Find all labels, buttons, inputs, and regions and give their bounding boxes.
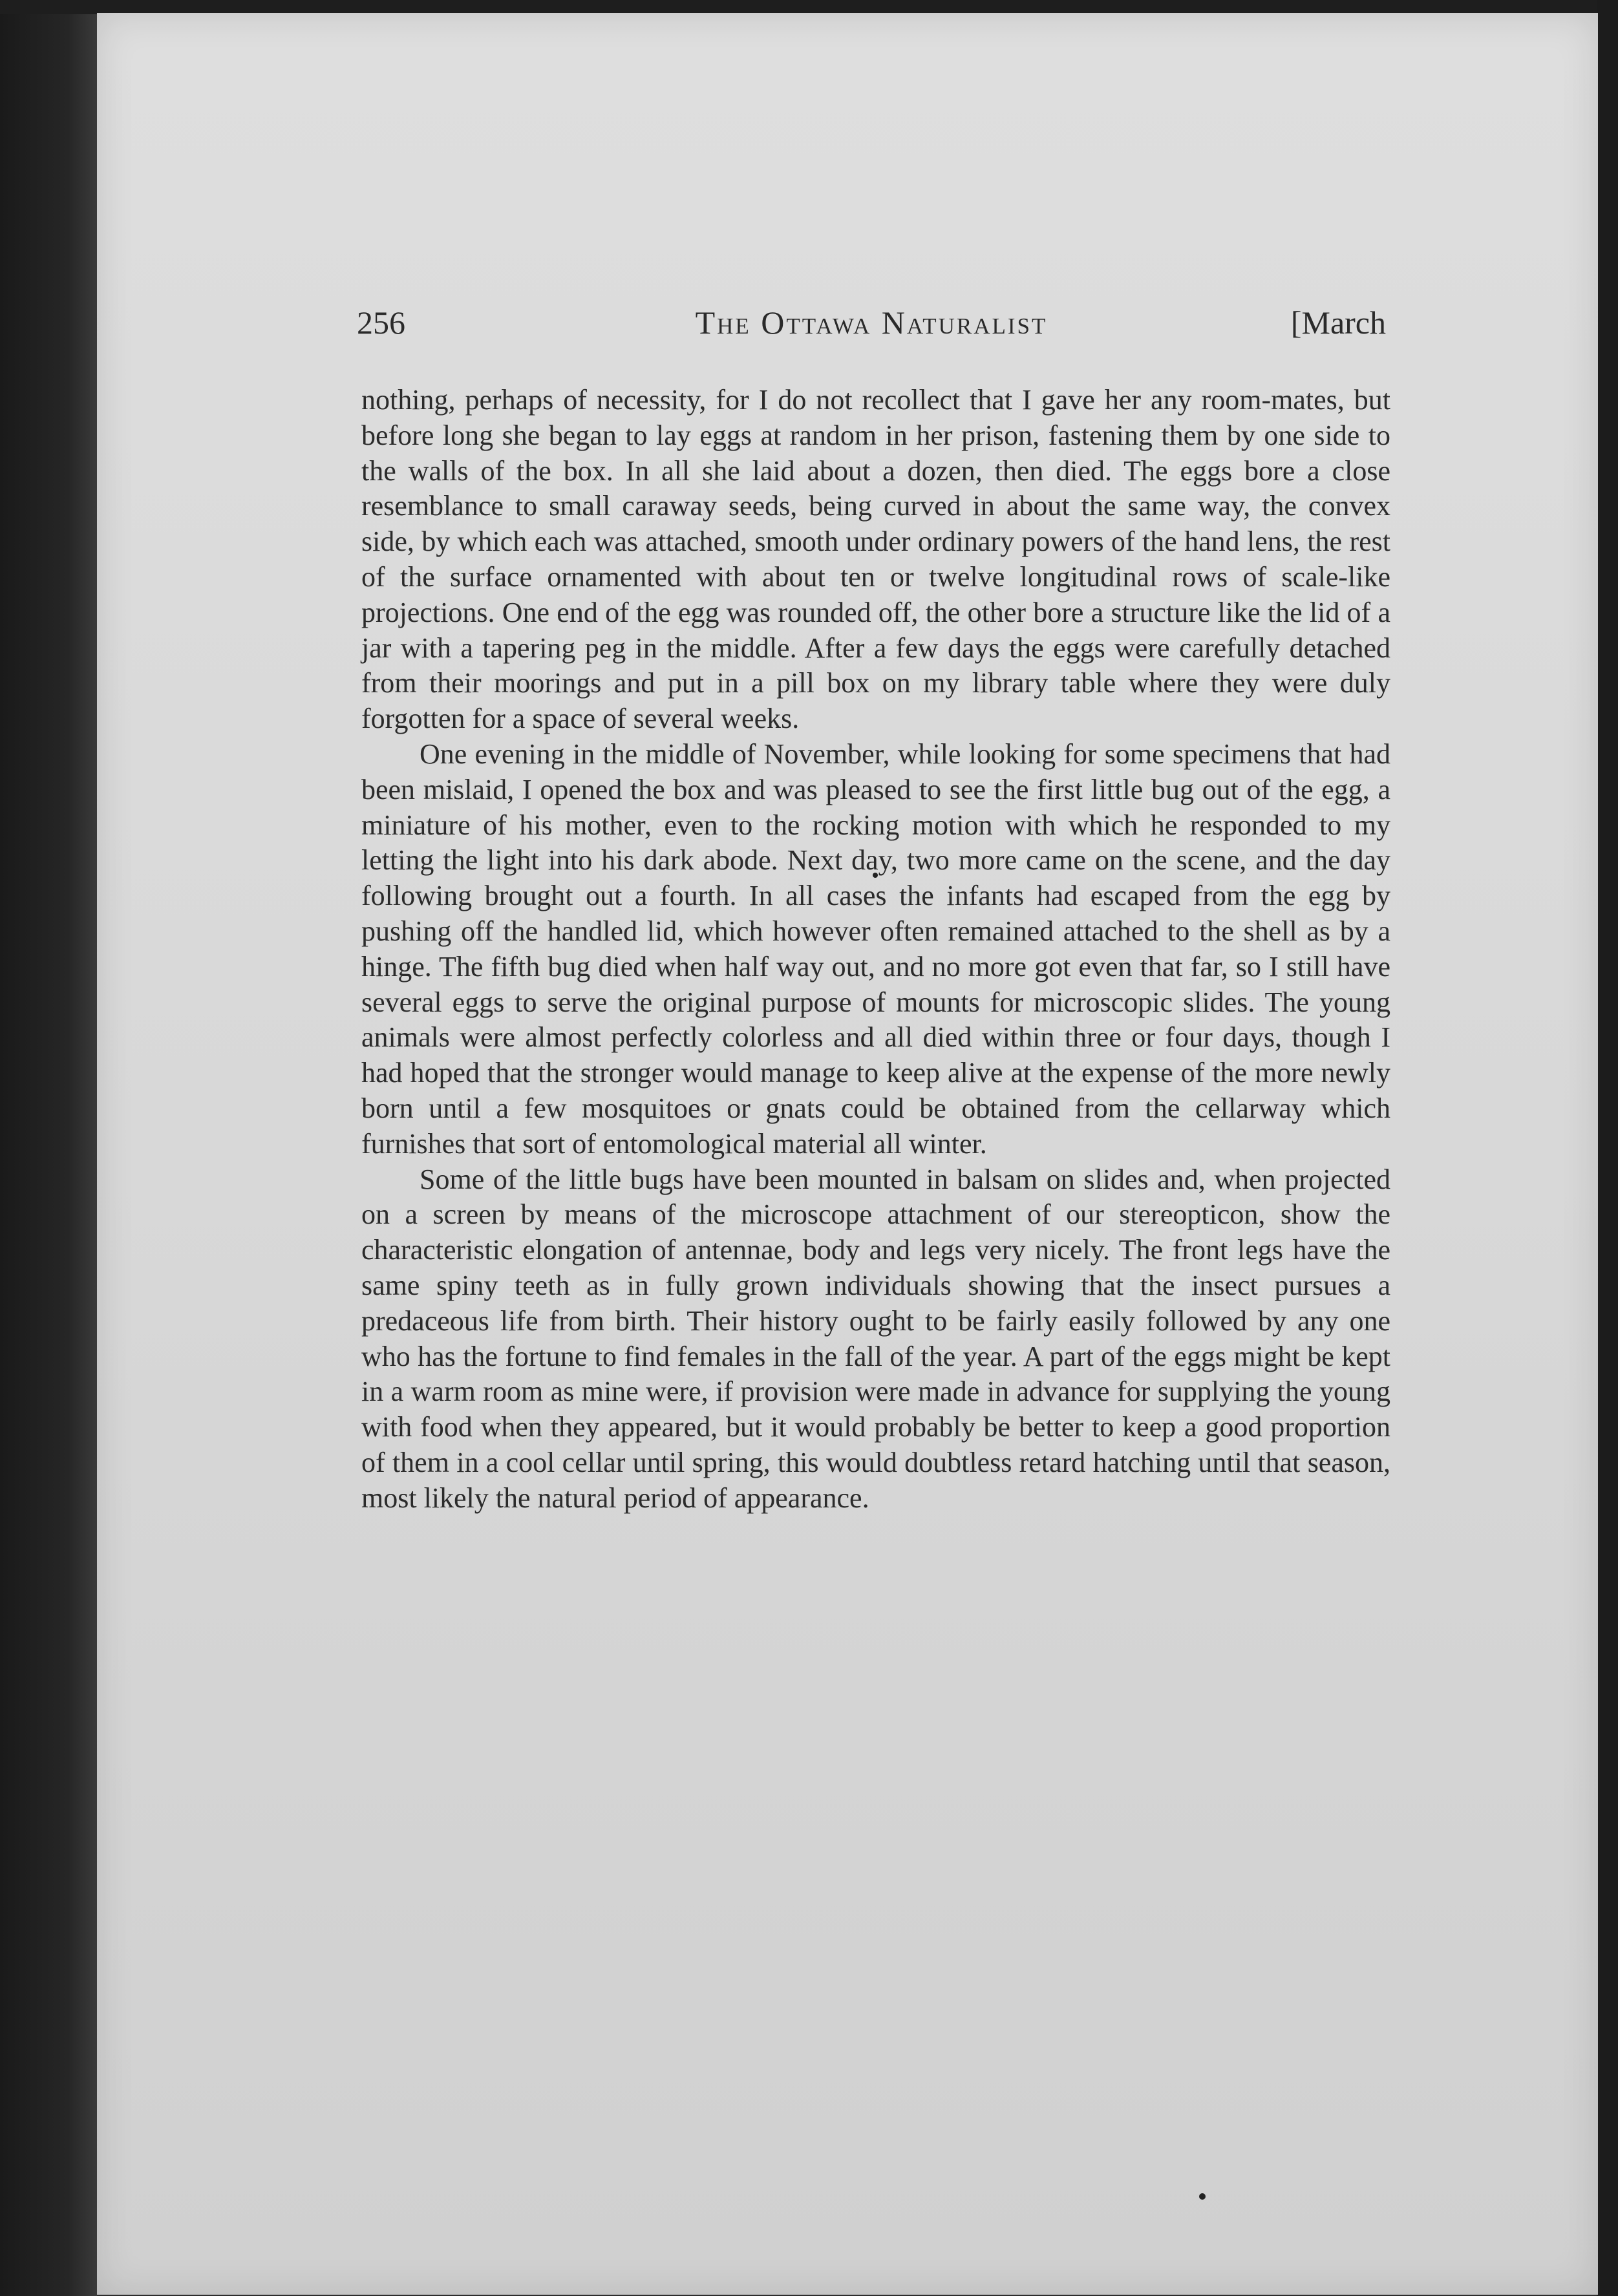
paragraph-1: nothing, perhaps of necessity, for I do not recollect that I gave her any room-mates, but before long she began to lay eggs at random in her prison, fastening them by one side to the walls of the box. In all she laid about a dozen, then died. The eggs bore a close resemblance to small caraway seeds, being curved in about the same way, the convex side, by which each was attached, smooth under ordinary powers of the hand lens, the rest of the surface ornamented with about ten or twelve longitudinal rows of scale-like projections. One end of the egg was rounded off, the other bore a structure like the lid of a jar with a tapering peg in the middle. After a few days the eggs were carefully detached from their moorings and put in a pill box on my library table where they were duly forgotten for a space of several weeks. — [361, 384, 1390, 735]
header-month: [March — [1290, 304, 1386, 341]
scan-left-border — [0, 0, 97, 2296]
running-title: The Ottawa Naturalist — [695, 304, 1048, 341]
paragraph-3: Some of the little bugs have been mounted in balsam on slides and, when projected on a screen by means of the microscope attachment of our stereopticon, show the characteristic elongation of antennae, body and legs very nicely. The front legs have the same spiny teeth as in fully grown individuals showing that the insect pursues a predaceous life from birth. Their history ought to be fairly easily followed by any one who has the fortune to find females in the fall of the year. A part of the eggs might be kept in a warm room as mine were, if provision were made in advance for supplying the young with food when they appeared, but it would probably be better to keep a good proportion of them in a cool cellar until spring, this would doubtless retard hatching until that season, most likely the natural period of appearance. — [361, 1163, 1390, 1514]
page-number: 256 — [357, 304, 405, 341]
speck — [1199, 2193, 1206, 2200]
body-text — [361, 383, 1390, 1516]
running-header — [357, 304, 1386, 349]
scan-top-border — [0, 0, 1618, 14]
scan-right-border — [1597, 0, 1618, 2296]
paragraph-2: One evening in the middle of November, while looking for some specimens that had been mislaid, I opened the box and was pleased to see the first little bug out of the egg, a miniature of his mother, even to the rocking motion with which he responded to my letting the light into his dark abode. Next day, two more came on the scene, and the day following brought out a fourth. In all cases the infants had escaped from the egg by pushing off the handled lid, which however often remained attached to the shell as by a hinge. The fifth bug died when half way out, and no more got even that far, so I still have several eggs to serve the original purpose of mounts for microscopic slides. The young animals were almost perfectly colorless and all died within three or four days, though I had hoped that the stronger would manage to keep alive at the expense of the more newly born until a few mosquitoes or gnats could be obtained from the cellarway which furnishes that sort of entomological material all winter. — [361, 738, 1390, 1160]
